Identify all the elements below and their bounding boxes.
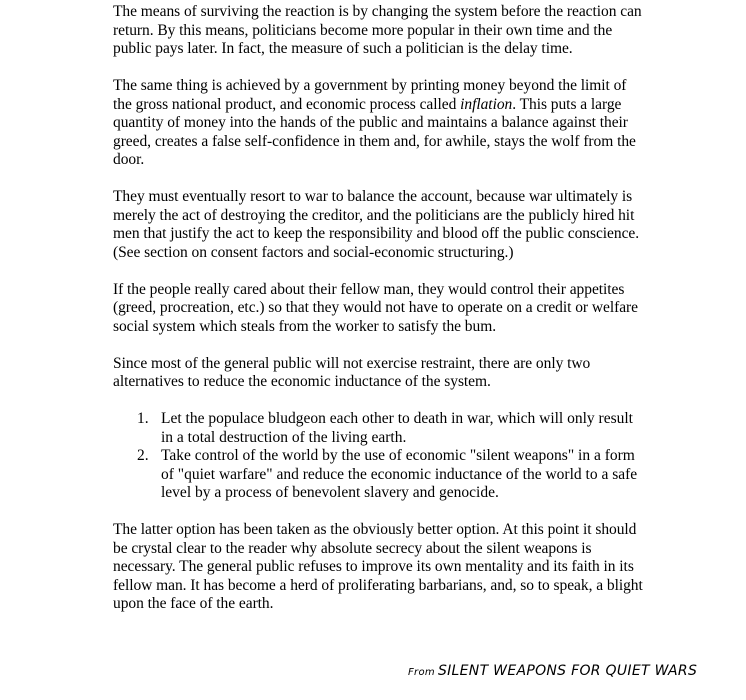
list-item-number: 1.: [137, 410, 149, 427]
list-item: [113, 447, 643, 503]
paragraph-2-end: . This puts a large quantity of money into the hands of the public and maintains a balance against their greed, creates a false self-confidence in them and, for awhile, stays the wolf from the door.: [113, 95, 636, 168]
list-item-text: Let the populace bludgeon each other to death in war, which will only result in a total destruction of the living earth.: [161, 410, 633, 446]
list-item-text: Take control of the world by the use of economic "silent weapons" in a form of "quiet warfare" and reduce the economic inductance of the world to a safe level by a process of benevolent slavery and genocide.: [161, 447, 638, 501]
paragraph-2: [113, 77, 643, 170]
source-footer: [408, 663, 708, 679]
inflation-term: inflation: [460, 95, 513, 113]
footer-title: SILENT WEAPONS FOR QUIET WARS: [437, 663, 698, 679]
footer-from: From: [408, 667, 435, 678]
list-item-number: 2.: [137, 447, 149, 464]
alternatives-list: [113, 410, 643, 503]
paragraph-1: The means of surviving the reaction is by changing the system before the reaction can return. By this means, politicians become more popular in their own time and the public pays later. In fact, the measure of such a politician is the delay time.: [113, 3, 642, 57]
paragraph-3: They must eventually resort to war to balance the account, because war ultimately is merely the act of destroying the creditor, and the politicians are the publicly hired hit men that justify the act to keep the responsibility and blood off the public conscience. (See section on consent factors and social-economic structuring.): [113, 188, 640, 261]
document-body: [113, 3, 643, 632]
paragraph-5: Since most of the general public will not exercise restraint, there are only two alternatives to reduce the economic inductance of the system.: [113, 354, 591, 390]
list-item: [113, 410, 643, 447]
paragraph-4: If the people really cared about their fellow man, they would control their appetites (greed, procreation, etc.) so that they would not have to operate on a credit or welfare social system which steals from the worker to satisfy the bum.: [113, 280, 638, 335]
paragraph-6: The latter option has been taken as the obviously better option. At this point it should be crystal clear to the reader why absolute secrecy about the silent weapons is necessary. The general public refuses to improve its own mentality and its faith in its fellow man. It has become a herd of proliferating barbarians, and, so to speak, a blight upon the face of the earth.: [113, 521, 643, 612]
paragraph-2-start: The same thing is achieved by a government by printing money beyond the limit of the gross national product, and economic process called: [113, 77, 627, 113]
